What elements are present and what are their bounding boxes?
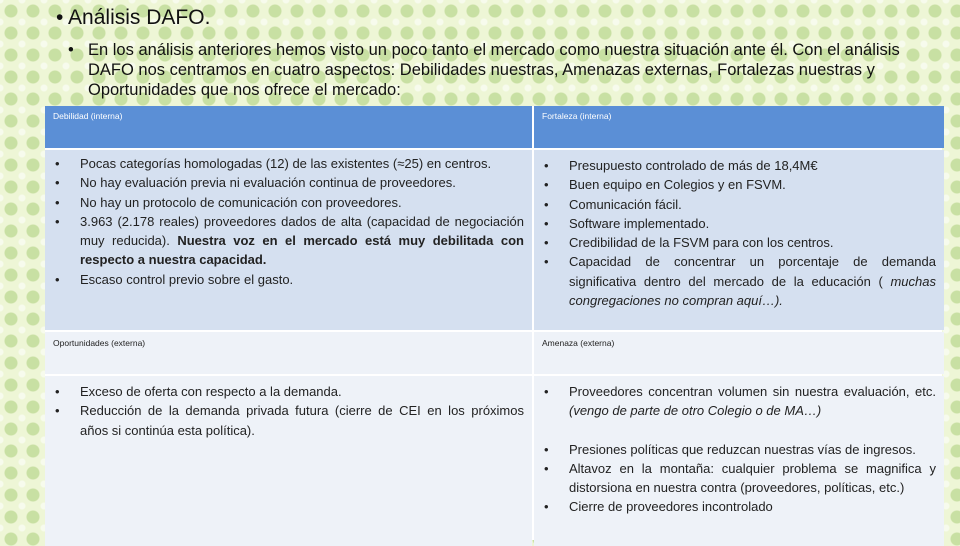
title-bullet: •	[56, 6, 64, 29]
oportunidades-cell	[45, 376, 532, 546]
debilidades-list	[53, 154, 524, 289]
oportunidades-header: Oportunidades (externa)	[45, 332, 532, 374]
list-item: • Altavoz en la montaña: cualquier problema se magnifica y distorsiona en nuestra contra (proveedores, políticas, etc.)	[542, 459, 936, 498]
list-item: • Pocas categorías homologadas (12) de las existentes (≈25) en centros.	[53, 154, 524, 173]
list-item: • Credibilidad de la FSVM para con los centros.	[542, 233, 936, 252]
list-item: • Presupuesto controlado de más de 18,4M€	[542, 156, 936, 175]
intro-text: En los análisis anteriores hemos visto un poco tanto el mercado como nuestra situación ante él. Con el análisis DAFO nos centramos en cuatro aspectos: Debilidades nuestras, Amenazas externas, Fortalezas nuestras y Oportunidades que nos ofrece el mercado:	[88, 41, 900, 99]
list-item: • Buen equipo en Colegios y en FSVM.	[542, 175, 936, 194]
list-item: • Reducción de la demanda privada futura (cierre de CEI en los próximos años si continúa esta política).	[53, 401, 524, 440]
debilidades-cell	[45, 150, 532, 330]
title-text: Análisis DAFO.	[68, 6, 211, 29]
list-item: • Proveedores concentran volumen sin nuestra evaluación, etc. (vengo de parte de otro Colegio o de MA…)	[542, 382, 936, 421]
fortaleza-note: muchas congregaciones no compran aquí…).	[569, 273, 936, 309]
amenaza-note: (vengo de parte de otro Colegio o de MA…)	[569, 403, 822, 419]
oportunidades-list	[53, 382, 524, 440]
amenazas-list	[542, 382, 936, 517]
slide-title	[56, 6, 210, 30]
list-item: • Presiones políticas que reduzcan nuestras vías de ingresos.	[542, 440, 936, 459]
amenazas-cell	[534, 376, 944, 546]
fortalezas-list	[542, 156, 936, 310]
list-item: • No hay un protocolo de comunicación con proveedores.	[53, 193, 524, 212]
debilidad-emphasis: Nuestra voz en el mercado está muy debilitada con respecto a nuestra capacidad.	[80, 233, 524, 268]
intro-paragraph	[68, 40, 918, 100]
list-item: • 3.963 (2.178 reales) proveedores dados de alta (capacidad de negociación muy reducida). Nuestra voz en el mercado está muy debilitada con respecto a nuestra capacidad.	[53, 212, 524, 270]
amenaza-header: Amenaza (externa)	[534, 332, 944, 374]
intro-bullet: •	[68, 41, 74, 59]
list-item: • Capacidad de concentrar un porcentaje de demanda significativa dentro del mercado de la educación ( muchas congregaciones no compran aquí…).	[542, 252, 936, 310]
list-item: • Cierre de proveedores incontrolado	[542, 497, 936, 516]
fortaleza-header: Fortaleza (interna)	[534, 106, 944, 148]
fortalezas-cell	[534, 150, 944, 330]
dafo-table	[45, 106, 942, 540]
list-item: • Exceso de oferta con respecto a la demanda.	[53, 382, 524, 401]
list-item: • No hay evaluación previa ni evaluación continua de proveedores.	[53, 173, 524, 192]
list-item: • Escaso control previo sobre el gasto.	[53, 270, 524, 289]
debilidad-header: Debilidad (interna)	[45, 106, 532, 148]
list-item: • Comunicación fácil.	[542, 195, 936, 214]
list-item: • Software implementado.	[542, 214, 936, 233]
